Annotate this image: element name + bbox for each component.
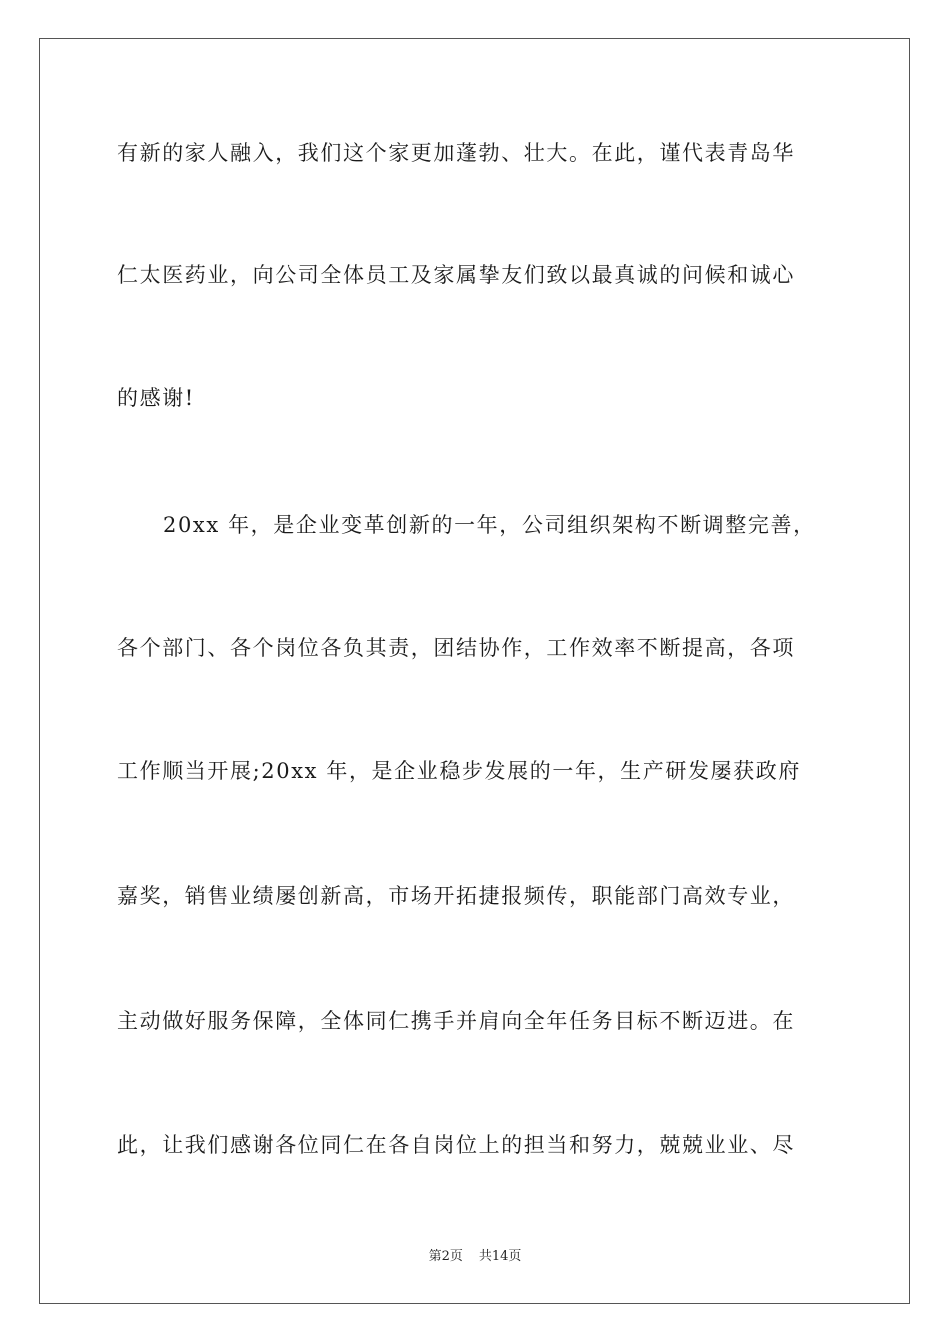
page-footer <box>0 1248 950 1266</box>
body-text-line: 此，让我们感谢各位同仁在各自岗位上的担当和努力，兢兢业业、尽 <box>117 1133 795 1157</box>
body-text-line: 各个部门、各个岗位各负其责，团结协作，工作效率不断提高，各项 <box>117 636 795 660</box>
body-text-line: 主动做好服务保障，全体同仁携手并肩向全年任务目标不断迈进。在 <box>117 1009 795 1033</box>
page-total: 共14页 <box>478 1249 522 1264</box>
body-text-line: 嘉奖，销售业绩屡创新高，市场开拓捷报频传，职能部门高效专业， <box>117 884 795 908</box>
paragraph-first-line: 20xx 年，是企业变革创新的一年，公司组织架构不断调整完善， <box>163 513 816 537</box>
body-text-line: 工作顺当开展;20xx 年，是企业稳步发展的一年，生产研发屡获政府 <box>117 759 801 783</box>
page-border <box>39 38 910 1304</box>
body-text-line: 有新的家人融入，我们这个家更加蓬勃、壮大。在此，谨代表青岛华 <box>117 141 795 165</box>
body-text-line: 仁太医药业，向公司全体员工及家属挚友们致以最真诚的问候和诚心 <box>117 263 795 287</box>
page-number: 第2页 <box>428 1249 463 1264</box>
body-text-line: 的感谢! <box>117 386 195 410</box>
